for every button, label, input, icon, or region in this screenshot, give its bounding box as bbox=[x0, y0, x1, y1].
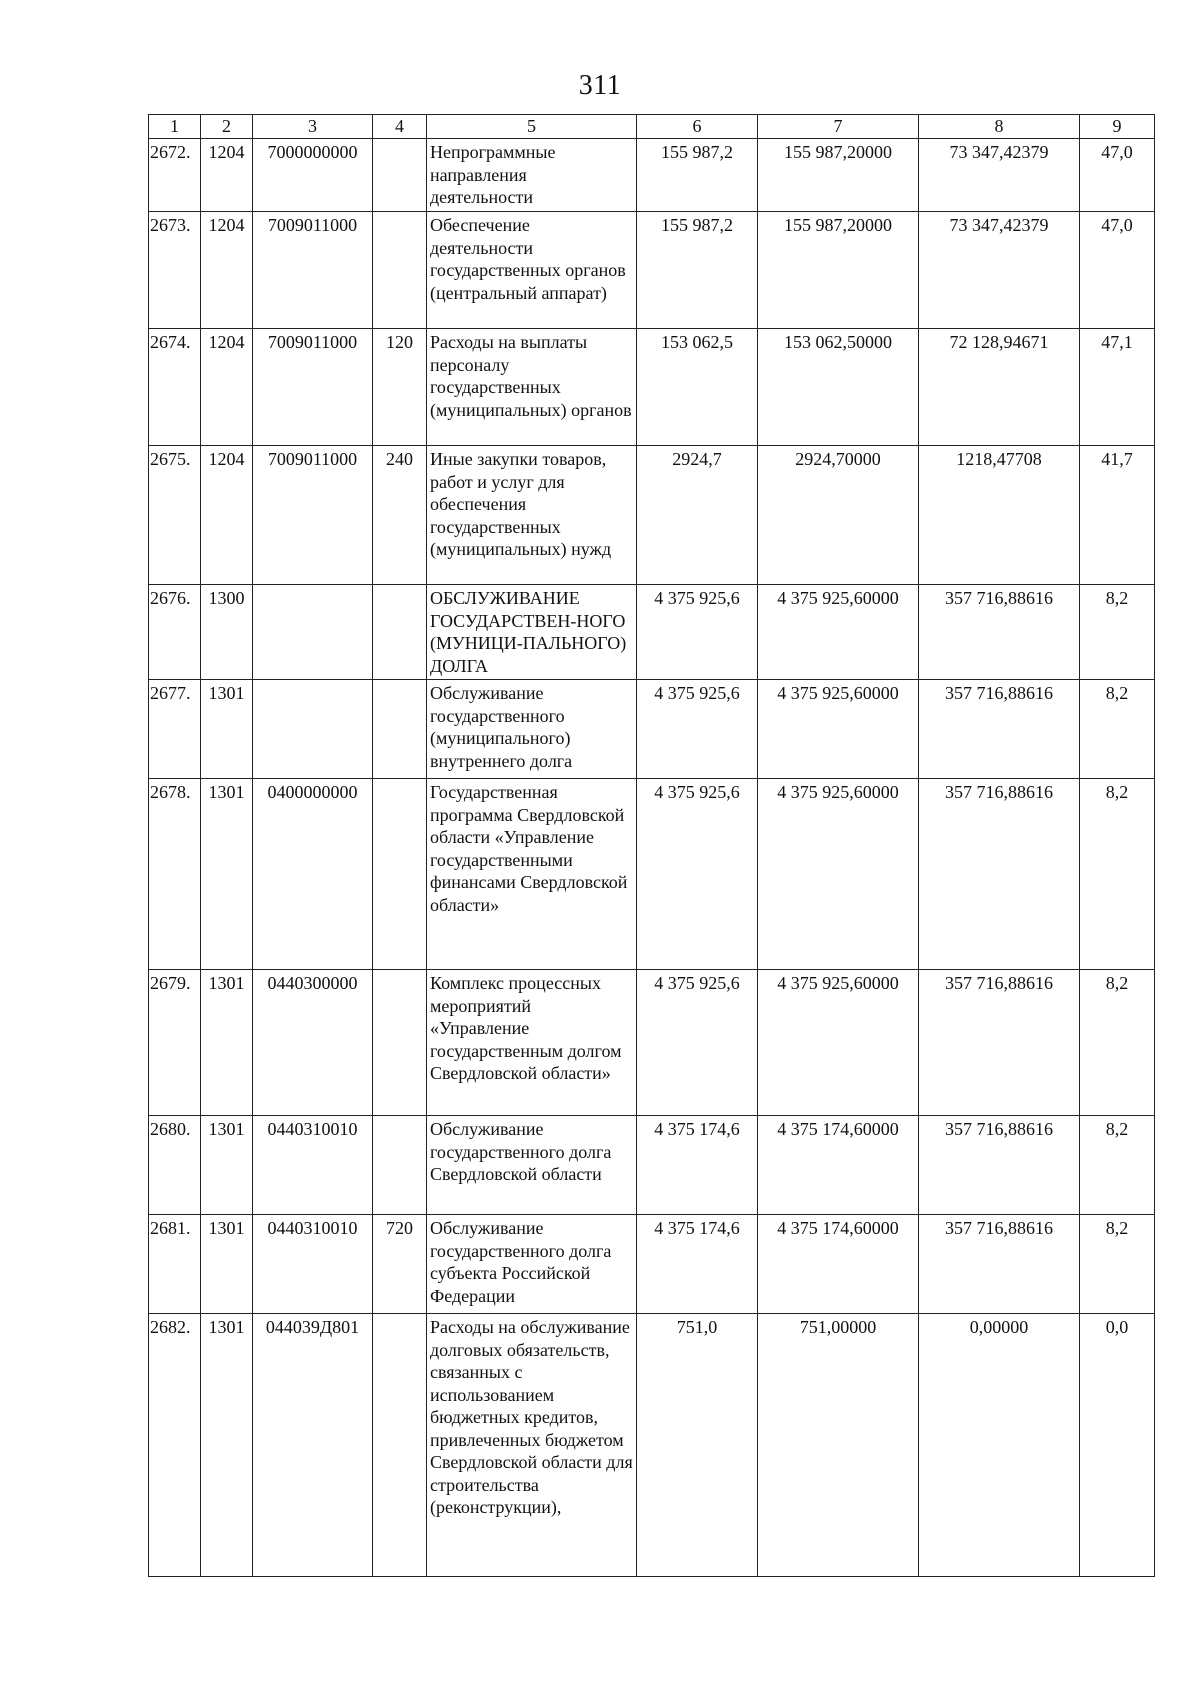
section-code: 1204 bbox=[201, 139, 253, 212]
target-code: 044039Д801 bbox=[253, 1314, 373, 1577]
table-row bbox=[149, 212, 1155, 329]
execution-percent: 47,0 bbox=[1080, 139, 1155, 212]
table-header-row bbox=[149, 115, 1155, 139]
plan-amount: 4 375 925,60000 bbox=[758, 680, 919, 779]
expense-type bbox=[373, 585, 427, 680]
row-number: 2672. bbox=[149, 139, 201, 212]
item-name: ОБСЛУЖИВАНИЕ ГОСУДАРСТВЕН-НОГО (МУНИЦИ-ПАЛЬНОГО) ДОЛГА bbox=[427, 585, 637, 680]
plan-amount: 153 062,50000 bbox=[758, 329, 919, 446]
approved-amount: 4 375 174,6 bbox=[637, 1215, 758, 1314]
target-code: 7009011000 bbox=[253, 446, 373, 585]
item-name: Обслуживание государственного долга Свердловской области bbox=[427, 1116, 637, 1215]
approved-amount: 4 375 174,6 bbox=[637, 1116, 758, 1215]
plan-amount: 751,00000 bbox=[758, 1314, 919, 1577]
column-header: 4 bbox=[373, 115, 427, 139]
row-number: 2677. bbox=[149, 680, 201, 779]
table-row bbox=[149, 1215, 1155, 1314]
table-row bbox=[149, 680, 1155, 779]
execution-percent: 0,0 bbox=[1080, 1314, 1155, 1577]
column-header: 8 bbox=[919, 115, 1080, 139]
table-row bbox=[149, 329, 1155, 446]
expense-type bbox=[373, 779, 427, 970]
item-name: Государственная программа Свердловской области «Управление государственными финансами Свердловской области» bbox=[427, 779, 637, 970]
column-header: 2 bbox=[201, 115, 253, 139]
target-code: 7009011000 bbox=[253, 329, 373, 446]
executed-amount: 357 716,88616 bbox=[919, 779, 1080, 970]
table-row bbox=[149, 1116, 1155, 1215]
execution-percent: 8,2 bbox=[1080, 1116, 1155, 1215]
execution-percent: 47,0 bbox=[1080, 212, 1155, 329]
execution-percent: 8,2 bbox=[1080, 680, 1155, 779]
execution-percent: 8,2 bbox=[1080, 779, 1155, 970]
target-code: 7009011000 bbox=[253, 212, 373, 329]
column-header: 9 bbox=[1080, 115, 1155, 139]
column-header: 5 bbox=[427, 115, 637, 139]
execution-percent: 8,2 bbox=[1080, 970, 1155, 1116]
item-name: Комплекс процессных мероприятий «Управление государственным долгом Свердловской области» bbox=[427, 970, 637, 1116]
plan-amount: 4 375 174,60000 bbox=[758, 1215, 919, 1314]
approved-amount: 4 375 925,6 bbox=[637, 779, 758, 970]
approved-amount: 155 987,2 bbox=[637, 139, 758, 212]
expense-type: 240 bbox=[373, 446, 427, 585]
approved-amount: 4 375 925,6 bbox=[637, 585, 758, 680]
section-code: 1204 bbox=[201, 329, 253, 446]
item-name: Обеспечение деятельности государственных органов (центральный аппарат) bbox=[427, 212, 637, 329]
executed-amount: 0,00000 bbox=[919, 1314, 1080, 1577]
item-name: Обслуживание государственного (муниципального) внутреннего долга bbox=[427, 680, 637, 779]
section-code: 1301 bbox=[201, 1314, 253, 1577]
plan-amount: 155 987,20000 bbox=[758, 139, 919, 212]
execution-percent: 8,2 bbox=[1080, 1215, 1155, 1314]
section-code: 1301 bbox=[201, 1215, 253, 1314]
row-number: 2679. bbox=[149, 970, 201, 1116]
table-row bbox=[149, 970, 1155, 1116]
column-header: 3 bbox=[253, 115, 373, 139]
approved-amount: 155 987,2 bbox=[637, 212, 758, 329]
executed-amount: 73 347,42379 bbox=[919, 139, 1080, 212]
row-number: 2681. bbox=[149, 1215, 201, 1314]
execution-percent: 41,7 bbox=[1080, 446, 1155, 585]
table-row bbox=[149, 585, 1155, 680]
table-row bbox=[149, 1314, 1155, 1577]
column-header: 7 bbox=[758, 115, 919, 139]
execution-percent: 8,2 bbox=[1080, 585, 1155, 680]
executed-amount: 357 716,88616 bbox=[919, 1116, 1080, 1215]
target-code: 0400000000 bbox=[253, 779, 373, 970]
row-number: 2673. bbox=[149, 212, 201, 329]
target-code: 0440300000 bbox=[253, 970, 373, 1116]
expense-type bbox=[373, 139, 427, 212]
expense-type bbox=[373, 1116, 427, 1215]
item-name: Обслуживание государственного долга субъекта Российской Федерации bbox=[427, 1215, 637, 1314]
plan-amount: 4 375 174,60000 bbox=[758, 1116, 919, 1215]
expense-type bbox=[373, 1314, 427, 1577]
section-code: 1301 bbox=[201, 779, 253, 970]
column-header: 6 bbox=[637, 115, 758, 139]
item-name: Расходы на выплаты персоналу государственных (муниципальных) органов bbox=[427, 329, 637, 446]
column-header: 1 bbox=[149, 115, 201, 139]
expense-type bbox=[373, 212, 427, 329]
plan-amount: 2924,70000 bbox=[758, 446, 919, 585]
row-number: 2674. bbox=[149, 329, 201, 446]
approved-amount: 4 375 925,6 bbox=[637, 680, 758, 779]
row-number: 2676. bbox=[149, 585, 201, 680]
approved-amount: 751,0 bbox=[637, 1314, 758, 1577]
executed-amount: 1218,47708 bbox=[919, 446, 1080, 585]
table-row bbox=[149, 446, 1155, 585]
table-row bbox=[149, 779, 1155, 970]
item-name: Непрограммные направления деятельности bbox=[427, 139, 637, 212]
target-code: 0440310010 bbox=[253, 1215, 373, 1314]
section-code: 1204 bbox=[201, 212, 253, 329]
execution-percent: 47,1 bbox=[1080, 329, 1155, 446]
section-code: 1301 bbox=[201, 970, 253, 1116]
executed-amount: 357 716,88616 bbox=[919, 585, 1080, 680]
section-code: 1301 bbox=[201, 680, 253, 779]
page-number: 311 bbox=[578, 70, 622, 101]
plan-amount: 4 375 925,60000 bbox=[758, 585, 919, 680]
expense-type bbox=[373, 970, 427, 1116]
expense-type: 720 bbox=[373, 1215, 427, 1314]
executed-amount: 73 347,42379 bbox=[919, 212, 1080, 329]
executed-amount: 72 128,94671 bbox=[919, 329, 1080, 446]
section-code: 1204 bbox=[201, 446, 253, 585]
section-code: 1300 bbox=[201, 585, 253, 680]
target-code: 0440310010 bbox=[253, 1116, 373, 1215]
approved-amount: 4 375 925,6 bbox=[637, 970, 758, 1116]
item-name: Иные закупки товаров, работ и услуг для обеспечения государственных (муниципальных) нужд bbox=[427, 446, 637, 585]
item-name: Расходы на обслуживание долговых обязательств, связанных с использованием бюджетных кредитов, привлеченных бюджетом Свердловской области для строительства (реконструкции), bbox=[427, 1314, 637, 1577]
plan-amount: 4 375 925,60000 bbox=[758, 779, 919, 970]
row-number: 2678. bbox=[149, 779, 201, 970]
executed-amount: 357 716,88616 bbox=[919, 1215, 1080, 1314]
section-code: 1301 bbox=[201, 1116, 253, 1215]
target-code bbox=[253, 585, 373, 680]
plan-amount: 155 987,20000 bbox=[758, 212, 919, 329]
target-code bbox=[253, 680, 373, 779]
approved-amount: 2924,7 bbox=[637, 446, 758, 585]
executed-amount: 357 716,88616 bbox=[919, 680, 1080, 779]
expense-type: 120 bbox=[373, 329, 427, 446]
budget-table bbox=[148, 114, 1155, 1577]
row-number: 2680. bbox=[149, 1116, 201, 1215]
row-number: 2675. bbox=[149, 446, 201, 585]
row-number: 2682. bbox=[149, 1314, 201, 1577]
approved-amount: 153 062,5 bbox=[637, 329, 758, 446]
plan-amount: 4 375 925,60000 bbox=[758, 970, 919, 1116]
table-row bbox=[149, 139, 1155, 212]
executed-amount: 357 716,88616 bbox=[919, 970, 1080, 1116]
expense-type bbox=[373, 680, 427, 779]
target-code: 7000000000 bbox=[253, 139, 373, 212]
